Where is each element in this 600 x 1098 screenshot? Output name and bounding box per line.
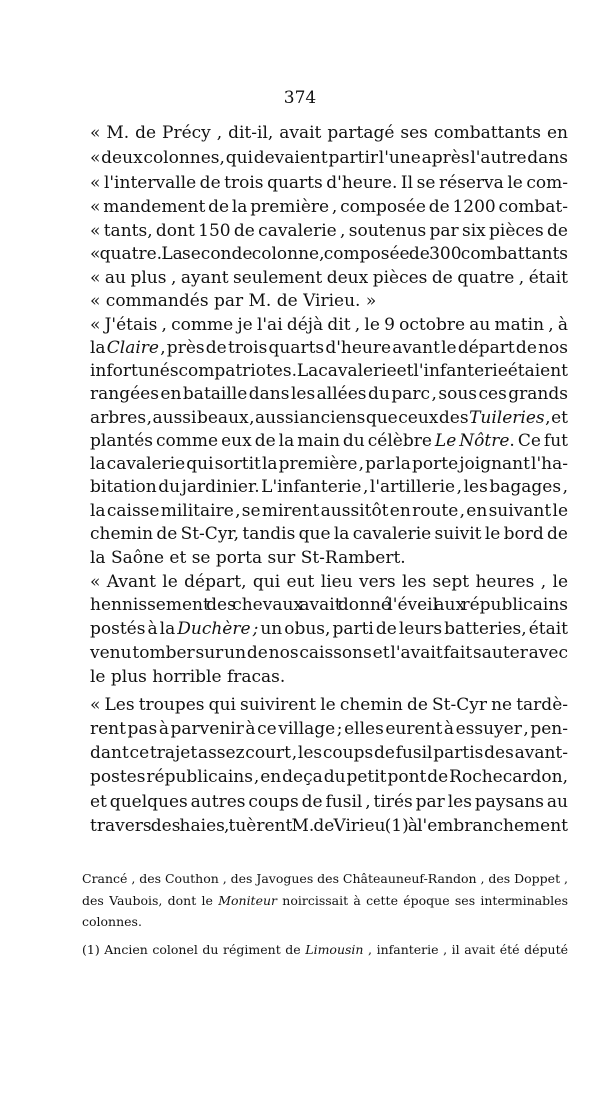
text-line: postes républicains , en deça du petit pont de Rochecardon, <box>90 767 568 787</box>
text-line: arbres , aussi beaux , aussi anciens que ceux des Tuileries , et <box>90 408 568 428</box>
text-line: travers des haies , tuèrent M. de Virieu (1) à l'embranchement <box>90 816 568 836</box>
italic-text: Moniteur <box>218 893 278 908</box>
page-number: 374 <box>283 88 317 108</box>
text-line: la caisse militaire , se mirent aussitôt en route , en suivant le <box>90 501 568 521</box>
text-line: rangées en bataille dans les allées du parc , sous ces grands <box>90 384 568 404</box>
text-line: plantés comme eux de la main du célèbre Le Nôtre. Ce fut <box>90 431 568 451</box>
text-line: « tants, dont 150 de cavalerie , soutenus par six pièces de <box>90 221 568 241</box>
italic-text: Tuileries <box>469 408 545 428</box>
text-line: « M. de Précy , dit-il, avait partagé ses combattants en <box>90 123 568 143</box>
footnote-line: des Vaubois, dont le Moniteur noircissait à cette époque ses interminables <box>82 893 568 908</box>
text-line: « mandement de la première , composée de 1200 combat- <box>90 197 568 217</box>
text-line: le plus horrible fracas. <box>90 667 286 687</box>
text-line: « l'intervalle de trois quarts d'heure. Il se réserva le com- <box>90 173 568 193</box>
italic-text: Limousin <box>305 942 364 957</box>
footnote-line: colonnes. <box>82 914 142 929</box>
text-line: la cavalerie qui sortit la première , par la porte joignant l'ha- <box>90 454 568 474</box>
text-line: « Avant le départ, qui eut lieu vers les sept heures , le <box>90 572 568 592</box>
text-line: hennissement des chevaux avait donné l'éveil aux républicains <box>90 595 568 615</box>
text-line: « quatre. La seconde colonne, composée de 300 combattants <box>90 244 568 264</box>
italic-text: Duchère ; <box>177 619 259 639</box>
text-line: postés à la Duchère ; un obus, parti de leurs batteries, était <box>90 619 568 639</box>
text-line: infortunés compatriotes. La cavalerie et l'infanterie étaient <box>90 361 568 381</box>
text-line: la Claire , près de trois quarts d'heure avant le départ de nos <box>90 338 568 358</box>
text-line: bitation du jardinier. L'infanterie , l'artillerie , les bagages , <box>90 477 568 497</box>
text-line: « Les troupes qui suivirent le chemin de St-Cyr ne tardè- <box>90 695 568 715</box>
text-line: « deux colonnes, qui devaient partir l'une après l'autre dans <box>90 148 568 168</box>
footnote-line: Crancé , des Couthon , des Javogues des Châteauneuf-Randon , des Doppet , <box>82 871 568 886</box>
text-line: venu tomber sur un de nos caissons et l'avait fait sauter avec <box>90 643 568 663</box>
text-line: chemin de St-Cyr, tandis que la cavalerie suivit le bord de <box>90 524 568 544</box>
text-line: dant ce trajet assez court , les coups de fusil partis des avant- <box>90 743 568 763</box>
italic-text: Claire <box>106 338 159 358</box>
text-line: « commandés par M. de Virieu. » <box>90 291 377 311</box>
text-line: et quelques autres coups de fusil , tirés par les paysans au <box>90 792 568 812</box>
text-line: la Saône et se porta sur St-Rambert. <box>90 548 406 568</box>
text-line: rent pas à parvenir à ce village ; elles eurent à essuyer , pen- <box>90 719 568 739</box>
text-line: « au plus , ayant seulement deux pièces de quatre , était <box>90 268 568 288</box>
italic-text: Le Nôtre <box>434 431 510 451</box>
text-line: « J'étais , comme je l'ai déjà dit , le 9 octobre au matin , à <box>90 315 568 335</box>
footnote-line: (1) Ancien colonel du régiment de Limousin , infanterie , il avait été député <box>82 942 569 957</box>
